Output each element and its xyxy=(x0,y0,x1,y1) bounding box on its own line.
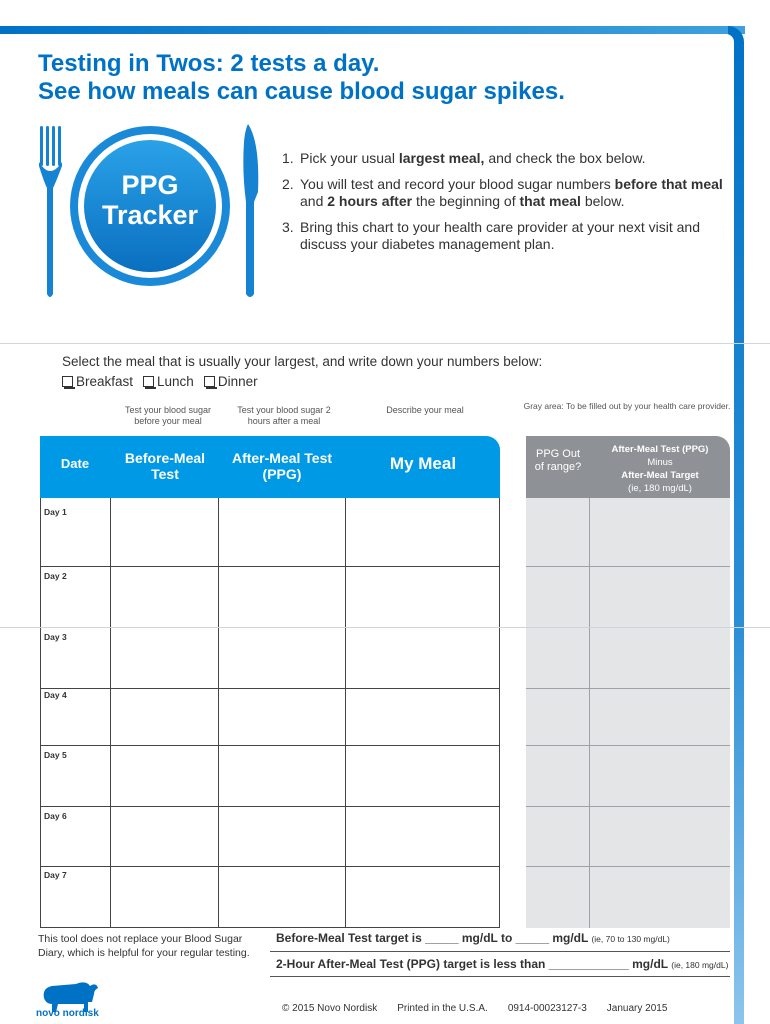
header-ppg-calculation: After-Meal Test (PPG) Minus After-Meal Target (ie, 180 mg/dL) xyxy=(611,444,709,494)
table-row-line xyxy=(40,566,500,567)
table-row-day-2: Day 2 xyxy=(44,571,67,581)
footer xyxy=(282,1003,667,1014)
top-border-stripe xyxy=(0,26,745,34)
ppg-tracker-badge xyxy=(70,170,230,230)
hint-after-meal: Test your blood sugar 2 hours after a meal xyxy=(237,405,331,426)
table-row-day-7: Day 7 xyxy=(44,870,67,880)
footer-date: January 2015 xyxy=(606,1003,668,1014)
hint-gray-area: Gray area: To be filled out by your health care provider. xyxy=(523,401,731,411)
table-column-line xyxy=(110,498,111,928)
select-meal-instruction: Select the meal that is usually your largest, and write down your numbers below: xyxy=(62,354,543,369)
table-row-line xyxy=(526,566,730,567)
table-row-line xyxy=(40,688,500,689)
footer-code: 0914-00023127-3 xyxy=(507,1003,587,1014)
hint-describe-meal: Describe your meal xyxy=(386,405,464,415)
header-my-meal: My Meal xyxy=(389,454,457,473)
table-row-line xyxy=(526,806,730,807)
footer-printed: Printed in the U.S.A. xyxy=(397,1003,488,1014)
instruction-1: 1. Pick your usual largest meal, and check the box below. xyxy=(282,150,646,166)
table-row-line xyxy=(526,688,730,689)
before-meal-target: Before-Meal Test target is _____ mg/dL to _____ mg/dL (ie, 70 to 130 mg/dL) xyxy=(276,931,670,945)
page-fold-line xyxy=(0,627,770,628)
header-before-meal-test: Before-Meal Test xyxy=(124,450,206,482)
table-row-day-4: Day 4 xyxy=(44,690,67,700)
table-row-line xyxy=(40,806,500,807)
instruction-3: 3. Bring this chart to your health care provider at your next visit and discuss your diabetes management plan. xyxy=(282,219,700,252)
table-header-gray xyxy=(526,436,730,498)
brand-name: novo nordisk xyxy=(36,1008,99,1019)
meal-options xyxy=(62,374,258,389)
table-row-line xyxy=(526,745,730,746)
table-row-line xyxy=(40,745,500,746)
meal-option-lunch[interactable]: Lunch xyxy=(143,374,194,389)
target-divider xyxy=(270,951,730,952)
badge-line-1: PPG xyxy=(121,170,179,200)
table-row-day-6: Day 6 xyxy=(44,811,67,821)
table-row-day-3: Day 3 xyxy=(44,632,67,642)
after-meal-target: 2-Hour After-Meal Test (PPG) target is less than ____________ mg/dL (ie, 180 mg/dL) xyxy=(276,957,729,971)
table-column-line xyxy=(589,498,590,928)
instructions-list xyxy=(282,150,732,262)
meal-option-dinner[interactable]: Dinner xyxy=(204,374,258,389)
provider-table xyxy=(526,498,730,928)
hint-before-meal: Test your blood sugar before your meal xyxy=(124,405,212,426)
table-row-day-5: Day 5 xyxy=(44,750,67,760)
disclaimer-text: This tool does not replace your Blood Sugar Diary, which is helpful for your regular testing. xyxy=(38,933,250,959)
instruction-2: 2. You will test and record your blood sugar numbers before that meal and 2 hours after the beginning of that meal below. xyxy=(282,176,723,209)
checkbox-icon[interactable] xyxy=(204,376,215,387)
footer-copyright: © 2015 Novo Nordisk xyxy=(282,1003,378,1014)
table-column-line xyxy=(218,498,219,928)
title-line-1: Testing in Twos: 2 tests a day. xyxy=(38,50,380,77)
table-row-line xyxy=(526,866,730,867)
table-row-day-1: Day 1 xyxy=(44,507,67,517)
page-title xyxy=(38,50,718,106)
header-date: Date xyxy=(60,456,90,471)
meal-option-breakfast[interactable]: Breakfast xyxy=(62,374,133,389)
checkbox-icon[interactable] xyxy=(143,376,154,387)
table-border xyxy=(40,927,500,928)
table-border xyxy=(499,498,500,928)
table-row-line xyxy=(40,866,500,867)
title-line-2: See how meals can cause blood sugar spikes. xyxy=(38,78,565,105)
section-divider xyxy=(0,343,770,344)
badge-line-2: Tracker xyxy=(101,200,199,230)
checkbox-icon[interactable] xyxy=(62,376,73,387)
tracking-table xyxy=(40,498,500,928)
target-divider xyxy=(270,976,730,977)
table-column-line xyxy=(345,498,346,928)
header-ppg-out-of-range: PPG Out of range? xyxy=(534,448,582,473)
header-after-meal-test: After-Meal Test (PPG) xyxy=(231,450,333,482)
table-header-blue xyxy=(40,436,500,498)
table-border xyxy=(40,498,41,928)
